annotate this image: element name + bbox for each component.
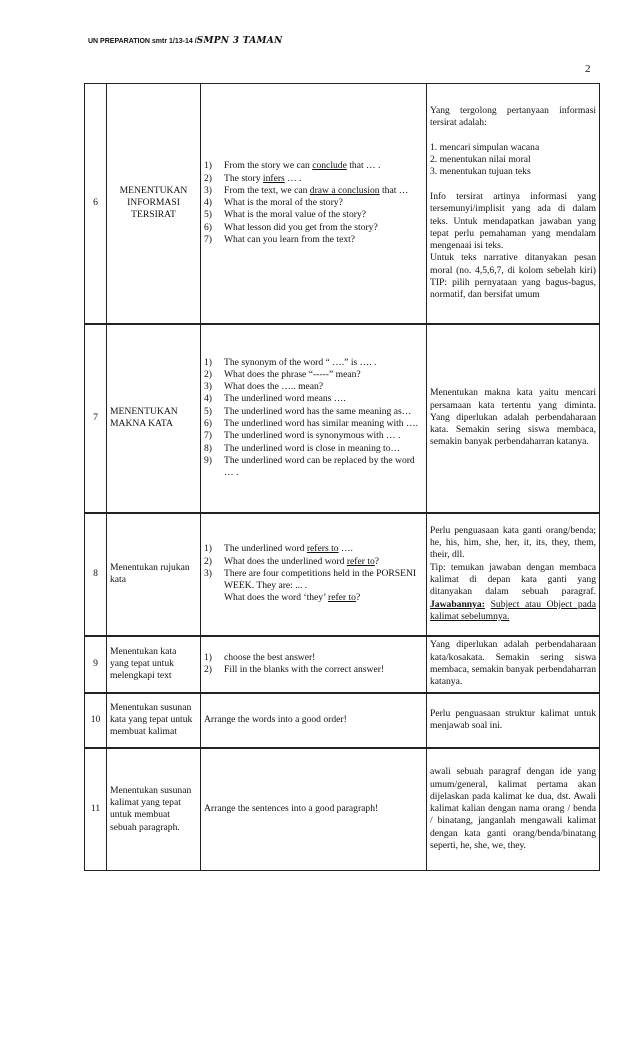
question-number: 4): [204, 393, 212, 405]
question-item: [204, 592, 423, 604]
question-number: 5): [204, 405, 212, 417]
question-fragment: The underlined word can be replaced by the word … .: [224, 454, 415, 479]
questions-cell: [201, 748, 427, 871]
underlined-phrase: refer to: [328, 592, 356, 604]
question-fragment: The synonym of the word “ ….” is …. .: [224, 356, 377, 368]
question-text: [224, 543, 423, 555]
underlined-phrase: refers to: [306, 543, 339, 555]
question-text: [224, 443, 423, 455]
question-number: 6): [204, 418, 212, 429]
question-fragment: The story: [224, 172, 263, 184]
question-item: [204, 222, 423, 234]
question-number: 3): [204, 381, 212, 393]
question-number: 5): [204, 209, 212, 221]
questions-cell: [201, 513, 427, 636]
question-item: [204, 455, 423, 480]
table-row: [85, 84, 600, 324]
answer-label: Jawabannya:: [430, 598, 485, 610]
question-number: 2): [204, 368, 212, 380]
questions-cell: [201, 693, 427, 748]
question-list: [204, 652, 423, 677]
question-text: [224, 592, 423, 604]
question-item: [204, 556, 423, 568]
question-item: [204, 664, 423, 676]
question-number: 6): [204, 221, 212, 233]
question-text: [224, 381, 423, 393]
question-number: 1): [204, 160, 212, 172]
note-paragraph: Info tersirat artinya informasi yang tersemunyi/implisit yang ada di dalam teks. Untuk mendapatkan jawaban yang tepat perlu pemahaman yang mendalam mengenaai isi teks.: [430, 190, 596, 252]
question-fragment: From the text, we can: [224, 184, 310, 196]
question-item: [204, 418, 423, 430]
question-text: [224, 664, 423, 676]
row-number: 8: [85, 513, 107, 636]
note-paragraph: Yang diperlukan adalah perbendaharaan kata/kosakata. Semakin sering siswa membaca, semakin banyak perbendaharran katanya.: [430, 639, 596, 688]
note-paragraph: [430, 130, 596, 142]
note-paragraph: Tip: temukan jawaban dengan membaca kalimat di depan kata ganti yang ditanyakan dalam sebuah paragraf. Jawabannya: Subject atau Object pada kalimat sebelumnya.: [430, 561, 596, 622]
row-number: 9: [85, 636, 107, 693]
question-number: 1): [204, 356, 212, 368]
question-number: [204, 592, 224, 604]
question-text: Arrange the sentences into a good paragraph!: [204, 803, 379, 815]
notes-cell: [427, 324, 600, 513]
question-text: [224, 369, 423, 381]
question-text: [224, 393, 423, 405]
question-fragment: What does the word ‘they’: [224, 592, 328, 604]
question-fragment: that … .: [346, 160, 381, 172]
question-item: [204, 430, 423, 442]
indicator-cell: Menentukan susunan kata yang tepat untuk membuat kalimat: [107, 693, 201, 748]
underlined-phrase: conclude: [312, 160, 347, 172]
question-text: [224, 357, 423, 369]
question-fragment: The underlined word is synonymous with … .: [224, 430, 401, 442]
notes-cell: [427, 636, 600, 693]
row-number: 7: [85, 324, 107, 513]
question-number: 4): [204, 197, 212, 209]
question-list: [204, 160, 423, 246]
question-fragment: … .: [284, 172, 302, 184]
question-fragment: What does the ….. mean?: [224, 381, 324, 393]
question-item: [204, 543, 423, 555]
question-item: [204, 209, 423, 221]
note-paragraph: [430, 179, 596, 191]
row-number: 10: [85, 693, 107, 748]
question-text: [224, 197, 423, 209]
document-header: [88, 36, 283, 46]
underlined-phrase: refer to: [346, 555, 375, 567]
question-text: [224, 173, 423, 185]
question-item: [204, 652, 423, 664]
question-text: [224, 556, 423, 568]
question-number: 2): [204, 172, 212, 184]
question-text: [224, 222, 423, 234]
page-number: 2: [585, 63, 591, 75]
question-fragment: The underlined word has the same meaning as…: [224, 405, 412, 417]
question-number: 1): [204, 651, 212, 663]
question-fragment: What does the underlined word: [224, 555, 347, 567]
question-fragment: ?: [355, 592, 361, 604]
question-fragment: What lesson did you get from the story?: [224, 221, 378, 233]
questions-cell: [201, 636, 427, 693]
question-text: [224, 209, 423, 221]
question-item: [204, 381, 423, 393]
indicator-cell: Menentukan kata yang tepat untuk melengkapi text: [107, 636, 201, 693]
note-paragraph: Menentukan makna kata yaitu mencari persamaan kata tertentu yang diminta. Yang diperlukan adalah perbendaharaan kata. Semakin sering siswa membaca, semakin banyak perbendaharran katanya.: [430, 387, 596, 448]
header-prefix: UN PREPARATION smtr 1/13-14 /: [88, 38, 197, 45]
note-paragraph: 1. mencari simpulan wacana: [430, 141, 540, 153]
question-fragment: ….: [338, 543, 353, 555]
note-paragraph: 2. menentukan nilai moral: [430, 154, 531, 166]
question-text: [224, 430, 423, 442]
indicator-table: [84, 83, 600, 871]
question-fragment: The underlined word has similar meaning with ….: [224, 418, 418, 429]
indicator-cell: MENENTUKAN MAKNA KATA: [107, 324, 201, 513]
question-number: 2): [204, 555, 212, 567]
question-text: [224, 160, 423, 172]
question-fragment: choose the best answer!: [224, 651, 316, 663]
answer-text: Subject atau Object pada kalimat sebelumnya.: [430, 598, 596, 622]
row-number: 6: [85, 84, 107, 324]
note-paragraph: Untuk teks narrative ditanyakan pesan moral (no. 4,5,6,7, di kolom sebelah kiri) TIP: pilih pernyataan yang bagus-bagus, normatif, dan bersifat umum: [430, 252, 596, 301]
question-item: [204, 406, 423, 418]
question-text: [224, 455, 423, 480]
question-number: 3): [204, 567, 212, 579]
question-fragment: that …: [379, 184, 409, 196]
note-paragraph: Yang tergolong pertanyaan informasi tersirat adalah:: [430, 105, 596, 129]
note-paragraph: 3. menentukan tujuan teks: [430, 166, 531, 178]
indicator-cell: Menentukan susunan kalimat yang tepat untuk membuat sebuah paragraph.: [107, 748, 201, 871]
question-number: 8): [204, 442, 212, 454]
question-fragment: There are four competitions held in the PORSENI WEEK. They are: ... .: [224, 567, 417, 592]
question-item: [204, 393, 423, 405]
question-text: [224, 418, 423, 430]
notes-cell: [427, 693, 600, 748]
question-item: [204, 234, 423, 246]
note-paragraph: awali sebuah paragraf dengan ide yang umum/general, kalimat pertama akan dijelaskan pada kalimat ke dua, dst. Awali kalimat kalian dengan nama orang / benda / binatang, janganlah mengawali kalimat dengan kata ganti orang/benda/binatang seperti, he, she, we, they.: [430, 766, 596, 851]
question-fragment: What is the moral value of the story?: [224, 209, 366, 221]
question-number: 2): [204, 664, 212, 675]
question-item: [204, 369, 423, 381]
question-list: [204, 357, 423, 480]
question-item: [204, 197, 423, 209]
table-row: [85, 513, 600, 636]
note-paragraph: Perlu penguasaan struktur kalimat untuk menjawab soal ini.: [430, 707, 596, 731]
question-item: [204, 357, 423, 369]
note-paragraph: Perlu penguasaan kata ganti orang/benda; he, his, him, she, her, it, its, they, them, their, dll.: [430, 524, 596, 561]
question-fragment: The underlined word is close in meaning to…: [224, 442, 401, 454]
questions-cell: [201, 84, 427, 324]
question-number: 3): [204, 184, 212, 196]
question-number: 9): [204, 454, 212, 466]
question-text: [224, 234, 423, 246]
question-fragment: The underlined word means ….: [224, 393, 346, 405]
question-item: [204, 160, 423, 172]
indicator-cell: MENENTUKAN INFORMASI TERSIRAT: [107, 84, 201, 324]
question-item: [204, 173, 423, 185]
question-number: 7): [204, 233, 212, 245]
question-fragment: What is the moral of the story?: [224, 197, 343, 209]
row-number: 11: [85, 748, 107, 871]
question-item: [204, 443, 423, 455]
indicator-cell: Menentukan rujukan kata: [107, 513, 201, 636]
question-fragment: From the story we can: [224, 160, 313, 172]
table-row: [85, 693, 600, 748]
table-row: [85, 748, 600, 871]
notes-cell: [427, 84, 600, 324]
question-item: [204, 185, 423, 197]
question-fragment: The underlined word: [224, 543, 307, 555]
question-fragment: What does the phrase “-----” mean?: [224, 368, 361, 380]
table-row: [85, 636, 600, 693]
question-text: [224, 185, 423, 197]
question-fragment: What can you learn from the text?: [224, 233, 356, 245]
question-text: [224, 406, 423, 418]
question-number: 7): [204, 430, 212, 442]
question-text: [224, 652, 423, 664]
question-text: [224, 568, 423, 593]
question-fragment: ?: [374, 555, 380, 567]
questions-cell: [201, 324, 427, 513]
underlined-phrase: draw a conclusion: [309, 184, 380, 196]
table-row: [85, 324, 600, 513]
underlined-phrase: infers: [262, 172, 285, 184]
notes-cell: [427, 513, 600, 636]
school-name: SMPN 3 TAMAN: [196, 36, 283, 46]
question-list: [204, 543, 423, 604]
question-item: [204, 568, 423, 593]
question-text: Arrange the words into a good order!: [204, 713, 347, 725]
question-fragment: Fill in the blanks with the correct answer!: [224, 664, 385, 675]
notes-cell: [427, 748, 600, 871]
question-number: 1): [204, 543, 212, 555]
